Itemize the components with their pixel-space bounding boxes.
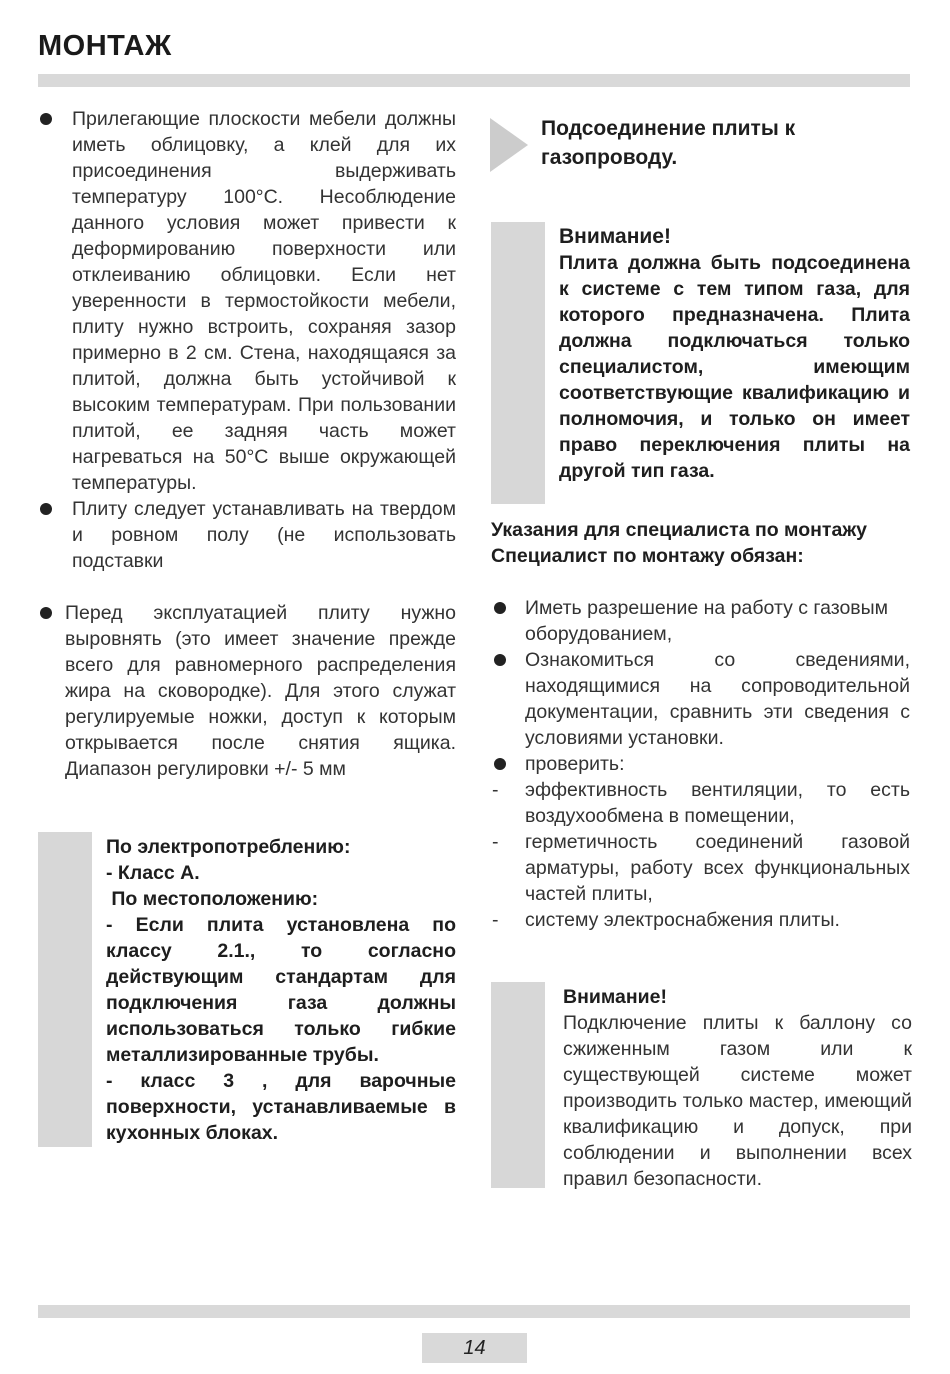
warning2-side-bar <box>491 982 545 1188</box>
dash-list-item: систему электроснабжения плиты. <box>525 909 840 931</box>
bullet-icon <box>494 758 506 770</box>
dash-marker: - <box>492 909 499 931</box>
instructions-subheading: Специалист по монтажу обязан: <box>491 545 804 567</box>
section-title: Подсоединение плиты к газопроводу. <box>541 117 796 169</box>
note-location-label: По местоположению: <box>106 888 319 910</box>
page-number: 14 <box>463 1337 486 1359</box>
bullet-icon <box>40 503 52 515</box>
instructions-heading: Указания для специалиста по монтажу <box>491 519 867 541</box>
note-class-2-1: - Если плита установлена по классу 2.1., то согласно действующим стандартам для подключения газа должны использоваться только гибкие металлизированные трубы. <box>106 914 456 1066</box>
note-energy-label: По электропотреблению: <box>106 836 351 858</box>
floor-requirements-text: Плиту следует устанавливать на твердом и ровном полу (не использовать подставки <box>72 498 456 572</box>
dash-marker: - <box>492 779 499 801</box>
list-item: проверить: <box>525 753 625 775</box>
note-side-bar <box>38 832 92 1147</box>
furniture-requirements-text: Прилегающие плоскости мебели должны иметь облицовку, а клей для их присоединения выдерживать температуру 100°С. Несоблюдение данного условия может привести к деформированию поверхности или отклеиванию облицовки. Если нет уверенности в термостойкости мебели, плиту нужно встроить, сохраняя зазор примерно в 2 см. Стена, находящаяся за плитой, должна быть устойчивой к высоким температурам. При пользовании плитой, ее задняя часть может нагреваться на 50°С выше окружающей температуры. <box>72 108 456 494</box>
bullet-icon <box>40 607 52 619</box>
bullet-icon <box>494 602 506 614</box>
leveling-text: Перед эксплуатацией плиту нужно выровнять (это имеет значение прежде всего для равномерного распределения жира на сковородке). Для этого служат регулируемые ножки, доступ к которым открывается после снятия ящика. Диапазон регулировки +/- 5 мм <box>65 602 456 780</box>
bottom-rule <box>38 1305 910 1318</box>
bullet-icon <box>494 654 506 666</box>
dash-list-item: герметичность соединений газовой арматуры, работу всех функциональных частей плиты, <box>525 831 910 905</box>
warning1-text: Плита должна быть подсоединена к системе с тем типом газа, для которого предназначена. Плита должна подключаться только специалистом, имеющим соответствующие квалификацию и полномочия, и только он имеет право переключения плиты на другой тип газа. <box>559 252 910 482</box>
page-number-box <box>422 1333 527 1363</box>
warning2-heading: Внимание! <box>563 986 667 1008</box>
page-title: МОНТАЖ <box>38 30 172 62</box>
warning1-side-bar <box>491 222 545 504</box>
warning1-heading: Внимание! <box>559 225 671 248</box>
dash-marker: - <box>492 831 499 853</box>
dash-list-item: эффективность вентиляции, то есть воздухообмена в помещении, <box>525 779 910 827</box>
warning2-text: Подключение плиты к баллону со сжиженным газом или к существующей системе может производить только мастер, имеющий квалификацию и допуск, при соблюдении и выполнении всех правил безопасности. <box>563 1012 912 1190</box>
note-class-a: - Класс А. <box>106 862 200 884</box>
list-item: Иметь разрешение на работу с газовым оборудованием, <box>525 597 889 645</box>
energy-class-note <box>106 834 456 1146</box>
section-arrow-icon <box>490 118 528 172</box>
bullet-icon <box>40 113 52 125</box>
note-class-3: - класс 3 , для варочные поверхности, устанавливаемые в кухонных блоках. <box>106 1070 456 1144</box>
top-rule <box>38 74 910 87</box>
list-item: Ознакомиться со сведениями, находящимися на сопроводительной документации, сравнить эти сведения с условиями установки. <box>525 649 910 749</box>
